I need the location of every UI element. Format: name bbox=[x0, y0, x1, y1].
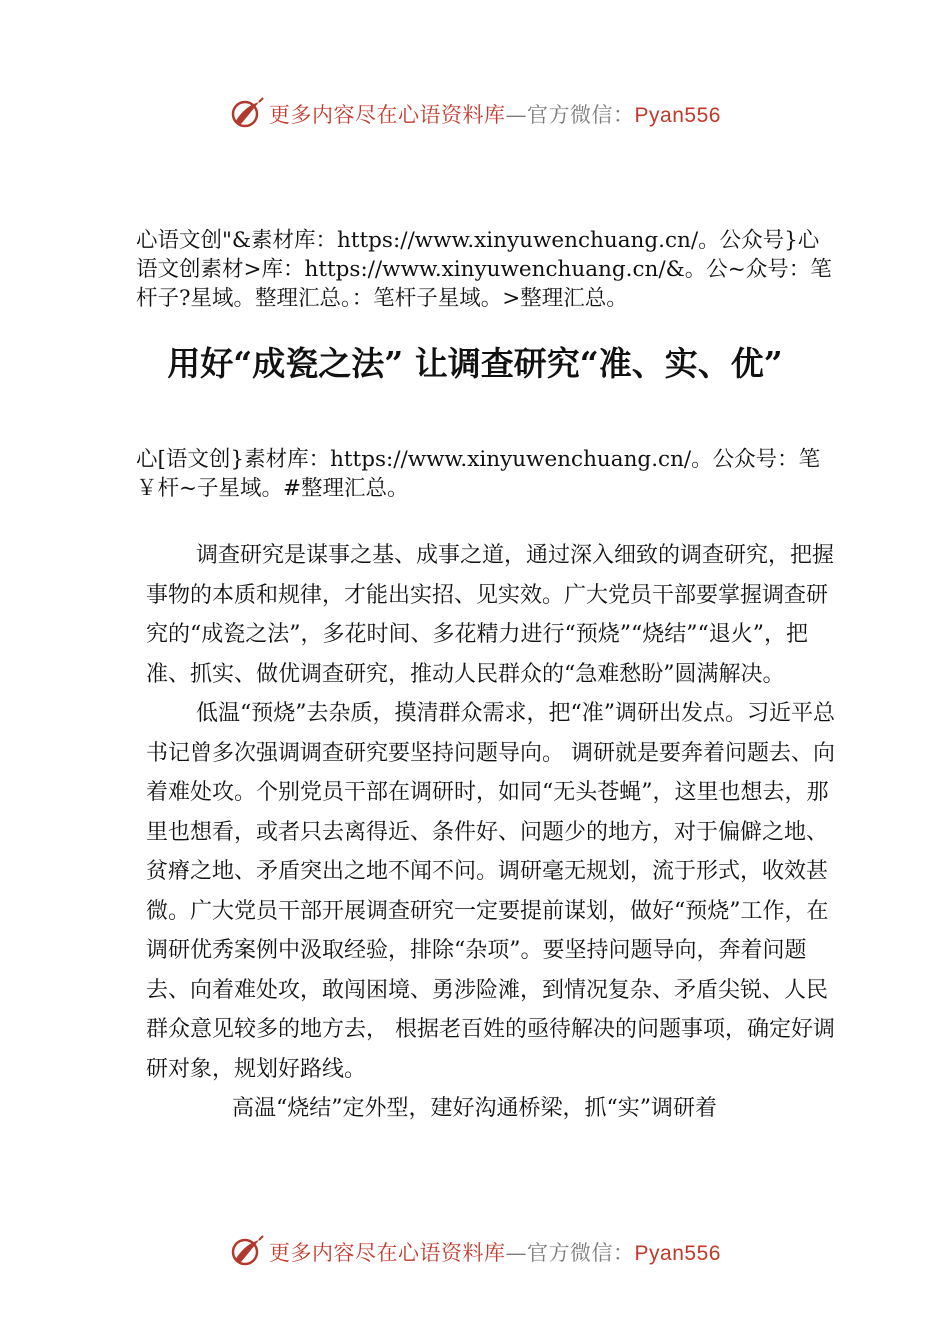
banner-text: 更多内容尽在心语资料库—官方微信：Pyan556 bbox=[269, 103, 721, 127]
source-note-1: 心语文创"&素材库：https://www.xinyuwenchuang.cn/。公众号}心语文创素材>库：https://www.xinyuwenchuang.cn/&。公~众号：笔杆子?星域。整理汇总。：笔杆子星域。>整理汇总。 bbox=[136, 228, 832, 311]
paragraph-preheat: 低温“预烧”去杂质，摸清群众需求，把“准”调研出发点。习近平总书记曾多次强调调查研究要坚持问题导向。 调研就是要奔着问题去、向着难处攻。个别党员干部在调研时，如同“无头苍蝇”，这里也想去，那里也想看，或者只去离得近、条件好、问题少的地方，对于偏僻之地、贫瘠之地、矛盾突出之地不闻不问。调研毫无规划，流于形式，收效甚微。广大党员干部开展调查研究一定要提前谋划，做好“预烧”工作，在调研优秀案例中汲取经验，排除“杂项”。要坚持问题导向，奔着问题去、向着难处攻，敢闯困境、勇涉险滩，到情况复杂、矛盾尖锐、人民群众意见较多的地方去， 根据老百姓的亟待解决的问题事项，确定好调研对象，规划好路线。 bbox=[146, 701, 835, 1082]
header-banner bbox=[0, 94, 950, 134]
footer-banner bbox=[0, 1232, 950, 1272]
article-body bbox=[146, 536, 836, 1129]
source-note-2: 心[语文创}素材库：https://www.xinyuwenchuang.cn/。公众号：笔￥杆~子星域。#整理汇总。 bbox=[136, 447, 821, 501]
banner-text: 更多内容尽在心语资料库—官方微信：Pyan556 bbox=[269, 1241, 721, 1265]
paragraph-sinter: 高温“烧结”定外型，建好沟通桥梁，抓“实”调研着 bbox=[232, 1096, 717, 1121]
paragraph-intro: 调查研究是谋事之基、成事之道，通过深入细致的调查研究，把握事物的本质和规律，才能出实招、见实效。广大党员干部要掌握调查研究的“成瓷之法”，多花时间、多花精力进行“预烧”“烧结”“退火”，把准、抓实、做优调查研究，推动人民群众的“急难愁盼”圆满解决。 bbox=[146, 543, 835, 687]
article-title: 用好“成瓷之法” 让调查研究“准、实、优” bbox=[167, 344, 783, 383]
pen-logo-icon bbox=[229, 1234, 265, 1270]
pen-logo-icon bbox=[229, 96, 265, 132]
